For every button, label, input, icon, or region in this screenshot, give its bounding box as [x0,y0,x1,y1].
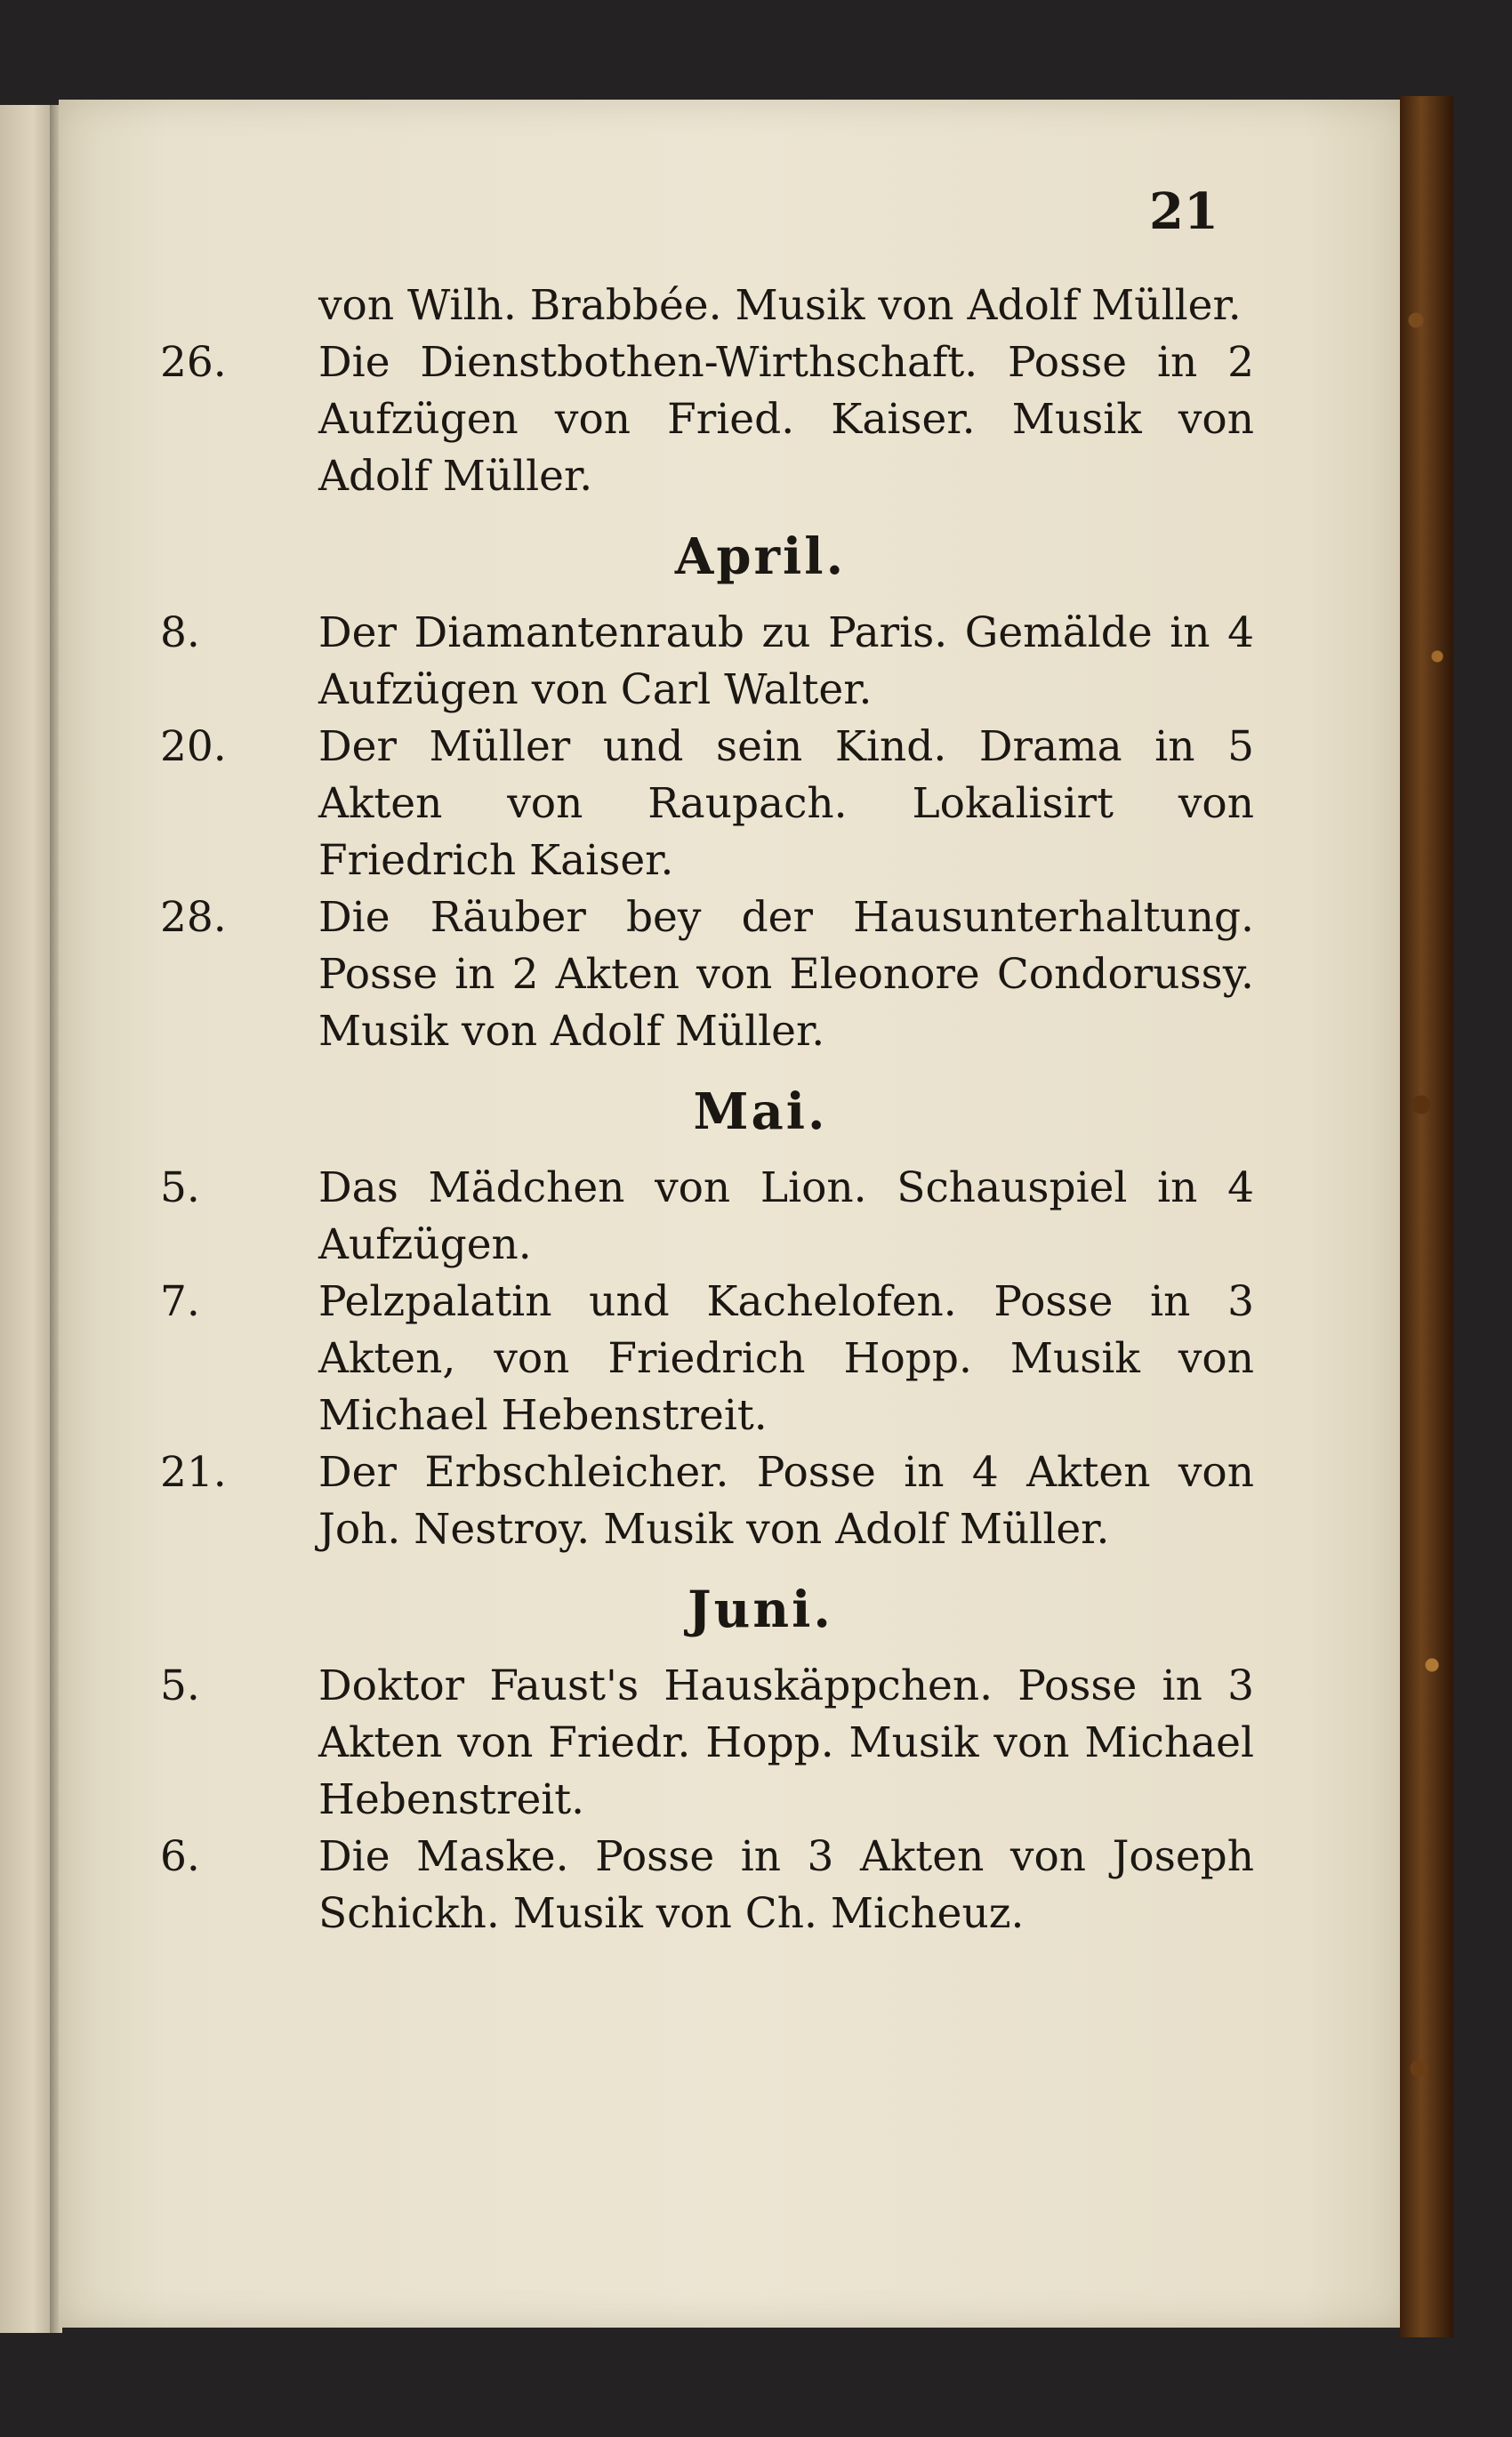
list-item [160,605,1254,719]
list-item [160,1658,1254,1829]
entry-text: Die Dienstbothen-Wirthschaft. Posse in 2 Aufzügen von Fried. Kaiser. Musik von Adolf Müller. [318,338,1254,501]
list-item [160,1829,1254,1942]
entry-date: 21. [160,1448,227,1497]
entry-date: 7. [160,1277,200,1326]
continuation-text: von Wilh. Brabbée. Musik von Adolf Müller. [318,281,1242,330]
entry-text: Der Erbschleicher. Posse in 4 Akten von Joh. Nestroy. Musik von Adolf Müller. [318,1448,1254,1554]
month-heading-juni: Juni. [688,1580,833,1639]
entry-text: Doktor Faust's Hauskäppchen. Posse in 3 Akten von Friedr. Hopp. Musik von Michael Hebenstreit. [318,1661,1254,1824]
month-heading-april: April. [674,527,847,586]
entry-text: Die Räuber bey der Hausunterhaltung. Posse in 2 Akten von Eleonore Condorussy. Musik von Adolf Müller. [318,893,1254,1056]
marbled-book-cover-edge [1400,96,1453,2337]
entry-date: 20. [160,722,227,771]
list-item [160,334,1254,505]
entry-date: 8. [160,608,200,657]
entry-text: Der Diamantenraub zu Paris. Gemälde in 4 Aufzügen von Carl Walter. [318,608,1254,714]
list-item [160,1160,1254,1274]
list-item [160,1274,1254,1444]
page-content [160,178,1254,1942]
entry-date: 28. [160,893,227,942]
entry-text: Pelzpalatin und Kachelofen. Posse in 3 Akten, von Friedrich Hopp. Musik von Michael Hebenstreit. [318,1277,1254,1440]
entry-date: 26. [160,338,227,387]
entry-text: Der Müller und sein Kind. Drama in 5 Akten von Raupach. Lokalisirt von Friedrich Kaiser. [318,722,1254,885]
facing-page-edge [0,105,55,2333]
page-number: 21 [1149,182,1218,241]
entry-date: 5. [160,1661,200,1710]
entry-text: Das Mädchen von Lion. Schauspiel in 4 Aufzügen. [318,1163,1254,1269]
list-item [160,1444,1254,1558]
entry-date: 6. [160,1832,200,1881]
entry-date: 5. [160,1163,200,1212]
month-heading-mai: Mai. [693,1082,828,1141]
entry-text: Die Maske. Posse in 3 Akten von Joseph Schickh. Musik von Ch. Micheuz. [318,1832,1254,1938]
list-item [160,719,1254,889]
list-item [160,889,1254,1060]
